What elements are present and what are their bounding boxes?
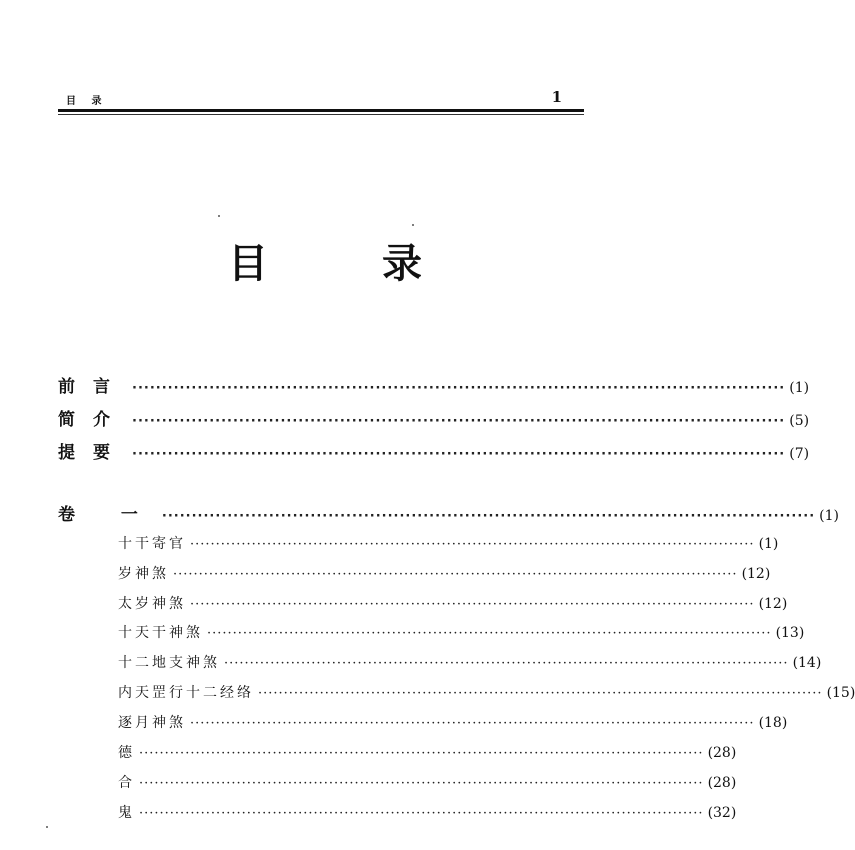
toc-entry-page: (14): [792, 655, 822, 671]
header-rule-thick: [58, 109, 584, 112]
toc-entry-label: 十二地支神煞: [118, 655, 220, 671]
scan-speck: [46, 826, 48, 828]
toc-entry: [118, 622, 805, 642]
leader-dots: ··············································································································: [139, 806, 704, 821]
toc-volume-entry: [58, 500, 839, 525]
toc-entry-label: 前言: [58, 377, 128, 397]
leader-dots: ··············································································································: [190, 537, 755, 552]
toc-entry-page: (5): [789, 413, 810, 429]
toc-entry-page: (7): [789, 446, 810, 462]
header-rule-thin: [58, 114, 584, 115]
toc-entry: [118, 652, 822, 672]
toc-entry: [118, 742, 737, 762]
page-title: 目 录: [228, 241, 472, 287]
toc-volume-page: (1): [819, 508, 839, 524]
toc-entry-page: (1): [789, 380, 810, 396]
leader-dots: ··············································································································: [132, 447, 786, 462]
toc-entry: [118, 712, 788, 732]
toc-entry-label: 提要: [58, 443, 128, 463]
leader-dots: ··············································································································: [190, 716, 755, 731]
leader-dots: ··············································································································: [139, 746, 704, 761]
toc-entry: [118, 772, 737, 792]
toc-entry-page: (1): [758, 536, 779, 552]
leader-dots: ··············································································································: [224, 656, 789, 671]
toc-entry-label: 内天罡行十二经络: [118, 685, 254, 701]
toc-entry-page: (12): [741, 566, 771, 582]
running-header: [58, 90, 584, 108]
leader-dots: ··············································································································: [139, 776, 704, 791]
toc-entry-front-2: [58, 438, 810, 463]
toc-entry: [118, 682, 855, 702]
running-title: 目 录: [66, 96, 108, 107]
leader-dots: ··············································································································: [190, 597, 755, 612]
toc-entry-page: (13): [775, 625, 805, 641]
toc-entry-label: 德: [118, 745, 135, 761]
page-number: 1: [551, 88, 562, 106]
toc-entry-label: 十天干神煞: [118, 625, 203, 641]
toc-entry-page: (28): [707, 775, 737, 791]
toc-entry-label: 逐月神煞: [118, 715, 186, 731]
toc-entry-front-1: [58, 405, 810, 430]
toc-entry-label: 简介: [58, 410, 128, 430]
toc-entry-label: 十干寄官: [118, 536, 186, 552]
leader-dots: ··············································································································: [207, 626, 772, 641]
toc-volume-label: 卷 一: [58, 505, 158, 525]
scan-speck: [412, 224, 414, 226]
leader-dots: ··············································································································: [173, 567, 738, 582]
toc-entry-page: (32): [707, 805, 737, 821]
toc-entry-page: (12): [758, 596, 788, 612]
toc-entry-page: (18): [758, 715, 788, 731]
leader-dots: ··············································································································: [132, 381, 786, 396]
leader-dots: ··············································································································: [161, 509, 816, 524]
toc-entry-label: 太岁神煞: [118, 596, 186, 612]
toc-entry: [118, 563, 771, 583]
toc-entry-page: (15): [826, 685, 855, 701]
toc-entry-page: (28): [707, 745, 737, 761]
toc-entry-label: 鬼: [118, 805, 135, 821]
toc-entry: [118, 533, 779, 553]
toc-entry: [118, 802, 737, 822]
toc-entry-front-0: [58, 372, 810, 397]
toc-entry-label: 合: [118, 775, 135, 791]
leader-dots: ··············································································································: [258, 686, 823, 701]
scan-speck: [218, 215, 220, 217]
toc-entry: [118, 593, 788, 613]
toc-entry-label: 岁神煞: [118, 566, 169, 582]
leader-dots: ··············································································································: [132, 414, 786, 429]
